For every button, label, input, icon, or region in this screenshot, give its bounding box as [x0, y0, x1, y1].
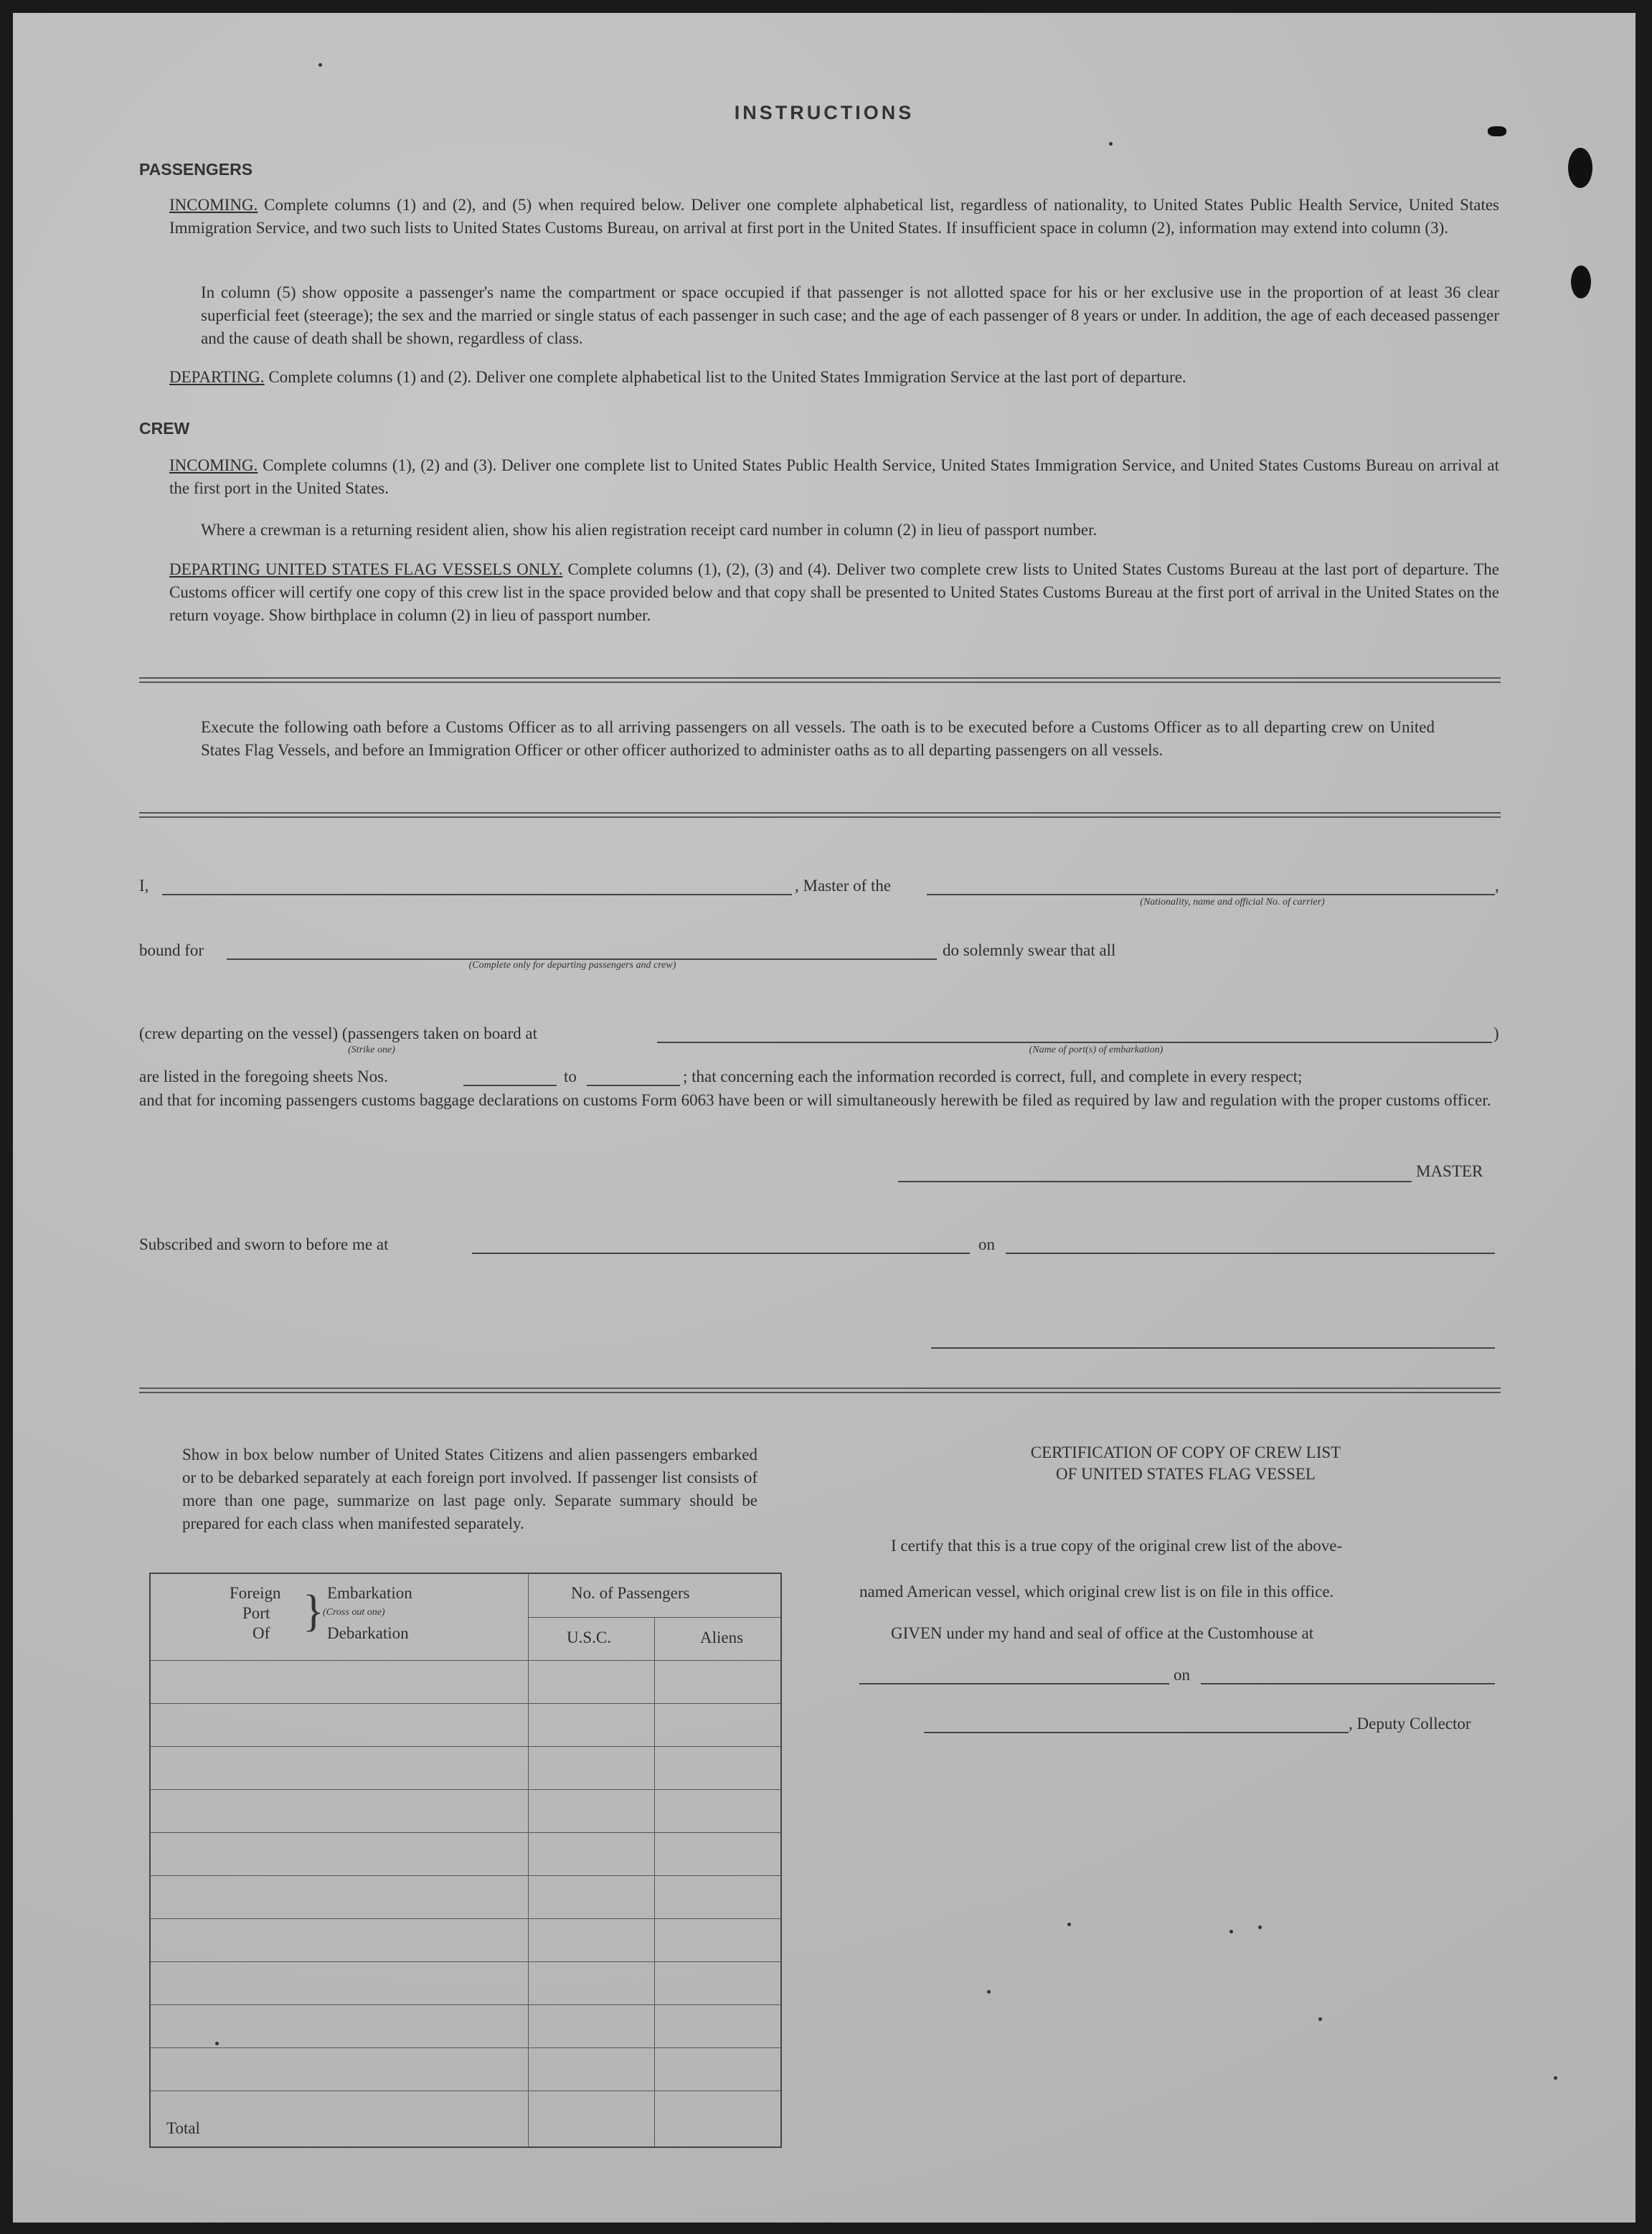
crew-incoming-label: INCOMING. — [169, 456, 258, 474]
section-divider — [139, 812, 1501, 818]
sheet-from-field[interactable] — [463, 1085, 557, 1086]
table-row-line — [151, 1918, 780, 1919]
officer-signature-field[interactable] — [931, 1347, 1495, 1349]
of-label: Of — [252, 1624, 270, 1642]
section-divider — [139, 1387, 1501, 1393]
bound-for-label: bound for — [139, 941, 204, 959]
strike-label: (crew departing on the vessel) (passengers taken on board at — [139, 1024, 537, 1042]
master-signature-field[interactable] — [898, 1181, 1412, 1182]
page-title: INSTRUCTIONS — [734, 102, 915, 123]
to-label: to — [564, 1067, 577, 1085]
table-row-line — [151, 1875, 780, 1876]
cert-on-label: on — [1174, 1666, 1190, 1684]
ink-speck — [1109, 142, 1113, 146]
certify-text-2: named American vessel, which original crew list is on file in this office. — [859, 1583, 1334, 1601]
passengers-incoming-label: INCOMING. — [169, 196, 258, 214]
certification-title-2: OF UNITED STATES FLAG VESSEL — [1056, 1465, 1316, 1483]
strike-hint: (Strike one) — [348, 1045, 395, 1055]
total-label: Total — [166, 2119, 200, 2137]
certify-text-1: I certify that this is a true copy of the original crew list of the above- — [891, 1537, 1343, 1555]
embarkation-label: Embarkation — [327, 1584, 412, 1602]
usc-label: U.S.C. — [567, 1629, 611, 1646]
sheets-label: are listed in the foregoing sheets Nos. — [139, 1067, 388, 1085]
sworn-place-field[interactable] — [472, 1253, 970, 1254]
table-row-line — [151, 1789, 780, 1790]
ink-speck — [987, 1990, 991, 1994]
oath-rest-text: and that for incoming passengers customs baggage declarations on customs Form 6063 have been or will simultaneously herewith be filed as required by law and regulation with the proper customs officer. — [139, 1091, 1491, 1109]
deputy-signature-field[interactable] — [924, 1732, 1349, 1733]
table-row-line — [151, 1961, 780, 1962]
sworn-date-field[interactable] — [1006, 1253, 1495, 1254]
table-row-line — [151, 1832, 780, 1833]
passengers-incoming-text: Complete columns (1) and (2), and (5) when required below. Deliver one complete alphabetical list, regardless of nationality, to United States Public Health Service, United States Immigration Service, and two such lists to United States Customs Bureau, on arrival at first port in the United States. If insufficient space in column (2), information may extend into column (3). — [169, 196, 1500, 237]
sworn-on-label: on — [978, 1235, 995, 1253]
subscribed-label: Subscribed and sworn to before me at — [139, 1235, 389, 1253]
crew-incoming-text: Complete columns (1), (2) and (3). Deliver one complete list to United States Public Health Service, United States Immigration Service, and United States Customs Bureau on arrival at the first port in the United States. — [169, 456, 1500, 497]
ink-blot — [1568, 148, 1592, 188]
crew-heading: CREW — [139, 419, 190, 438]
passengers-departing-text: Complete columns (1) and (2). Deliver one complete alphabetical list to the United States Immigration Service at the last port of departure. — [268, 368, 1186, 386]
crew-incoming — [169, 454, 1499, 500]
no-of-passengers-label: No. of Passengers — [571, 1584, 690, 1602]
passenger-summary-table — [149, 1573, 782, 2148]
table-row-line — [151, 1703, 780, 1704]
given-text: GIVEN under my hand and seal of office at the Customhouse at — [891, 1624, 1314, 1642]
carrier-hint: (Nationality, name and official No. of carrier) — [1140, 897, 1325, 908]
ink-speck — [215, 2042, 219, 2045]
ink-speck — [1229, 1930, 1233, 1933]
crew-alien: Where a crewman is a returning resident alien, show his alien registration receipt card number in column (2) in lieu of passport number. — [201, 521, 1098, 539]
cross-out-hint: (Cross out one) — [323, 1607, 385, 1618]
crew-departing-text: Complete columns (1), (2), (3) and (4). Deliver two complete crew lists to United States Customs Bureau at the last port of departure. The Customs officer will certify one copy of this crew list in the space provided below and that copy shall be presented to United States Customs Bureau at the first port of arrival in the United States on the return voyage. Show birthplace in column (2) in lieu of passport number. — [169, 560, 1500, 624]
sheet-to-field[interactable] — [587, 1085, 680, 1086]
passengers-departing-label: DEPARTING. — [169, 368, 265, 386]
aliens-label: Aliens — [700, 1629, 744, 1646]
embarkation-port-field[interactable] — [657, 1042, 1492, 1043]
form-page — [13, 13, 1636, 2223]
oath-i-label: I, — [139, 877, 149, 895]
ink-blot — [1488, 126, 1506, 136]
deputy-label: , Deputy Collector — [1349, 1715, 1471, 1733]
passengers-column5: In column (5) show opposite a passenger's name the compartment or space occupied if that passenger is not allotted space for his or her exclusive use in the proportion of at least 36 clear superficial feet (steerage); the sex and the married or single status of each passenger in such case; and the age of each passenger of 8 years or under. In addition, the age of each deceased passenger and the cause of death shall be shown, regardless of class. — [201, 283, 1499, 347]
customhouse-field[interactable] — [859, 1683, 1169, 1684]
certification-title-1: CERTIFICATION OF COPY OF CREW LIST — [1030, 1443, 1341, 1461]
passengers-incoming — [169, 194, 1499, 240]
foreign-label: Foreign — [230, 1584, 281, 1602]
ink-speck — [1258, 1926, 1262, 1929]
carrier-field[interactable] — [927, 894, 1495, 895]
summary-instruction: Show in box below number of United States Citizens and alien passengers embarked or to be debarked separately at each foreign port involved. If passenger list consists of more than one page, summarize on last page only. Separate summary should be prepared for each class when manifested separately. — [182, 1446, 757, 1532]
table-header-bottom — [151, 1660, 780, 1661]
swear-label: do solemnly swear that all — [943, 941, 1116, 959]
master-name-field[interactable] — [162, 894, 792, 895]
crew-departing — [169, 558, 1499, 627]
ink-blot — [1571, 265, 1591, 298]
table-col-divider — [654, 1617, 655, 2146]
comma: , — [1495, 877, 1499, 895]
brace-glyph: } — [303, 1587, 324, 1636]
bound-hint: (Complete only for departing passengers and crew) — [468, 960, 676, 971]
table-row-line — [151, 2047, 780, 2048]
ink-speck — [318, 63, 322, 67]
table-header-divider — [528, 1617, 780, 1618]
cert-date-field[interactable] — [1201, 1683, 1495, 1684]
passengers-heading: PASSENGERS — [139, 160, 253, 179]
crew-departing-label: DEPARTING UNITED STATES FLAG VESSELS ONLY. — [169, 560, 563, 578]
passengers-departing — [169, 366, 1499, 389]
close-paren: ) — [1493, 1024, 1499, 1042]
ink-speck — [1318, 2017, 1322, 2021]
master-label: MASTER — [1416, 1162, 1483, 1180]
master-of-label: , Master of the — [795, 877, 892, 895]
debarkation-label: Debarkation — [327, 1624, 409, 1642]
oath-instruction: Execute the following oath before a Customs Officer as to all arriving passengers on all vessels. The oath is to be executed before a Customs Officer as to all departing crew on United States Flag Vessels, and before an Immigration Officer or other officer authorized to administer oaths as to all departing passengers on all vessels. — [201, 718, 1435, 759]
section-divider — [139, 677, 1501, 683]
ink-speck — [1067, 1923, 1071, 1926]
table-row-line — [151, 1746, 780, 1747]
port-hint: (Name of port(s) of embarkation) — [1029, 1045, 1164, 1055]
ink-speck — [1554, 2076, 1557, 2080]
table-row-line — [151, 2004, 780, 2005]
sheets-text: ; that concerning each the information recorded is correct, full, and complete in every respect; — [683, 1067, 1303, 1085]
port-label: Port — [242, 1604, 270, 1622]
